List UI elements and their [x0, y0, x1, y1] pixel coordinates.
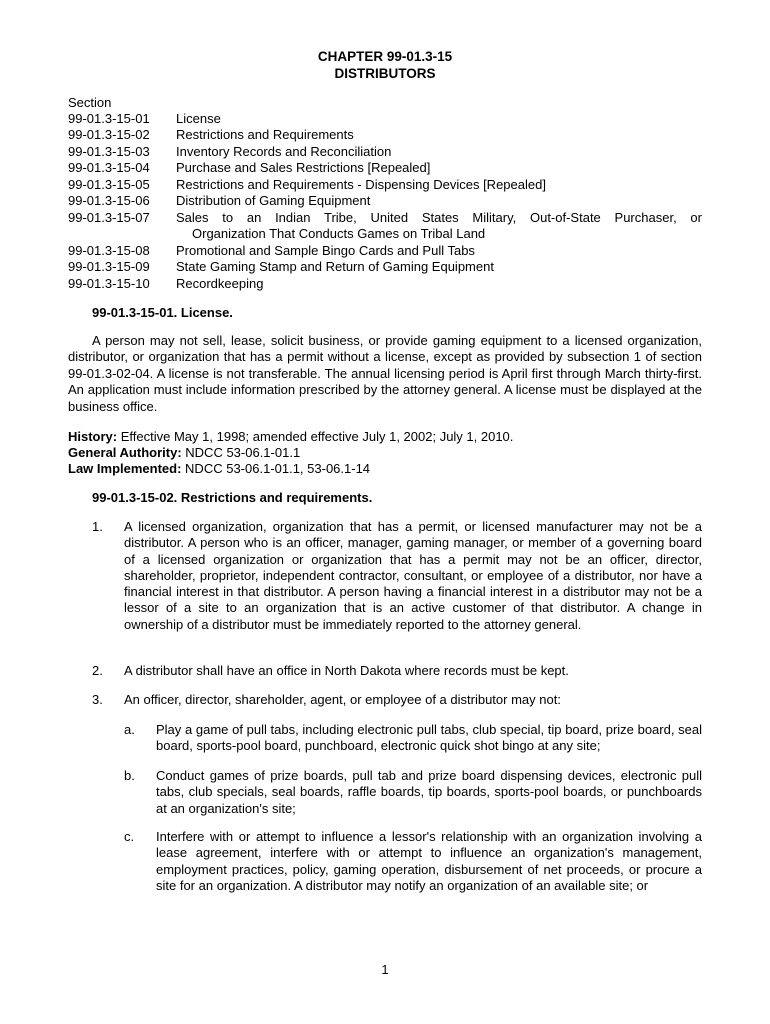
toc-entry-title: Restrictions and Requirements — [176, 127, 354, 142]
toc-entry-title: Sales to an Indian Tribe, United States Military, Out-of-State Purchaser, or — [176, 210, 702, 225]
sub-item-letter: a. — [124, 722, 135, 737]
sub-item-text: Interfere with or attempt to influence a lessor's relationship with an organization involving a lease agreement, interfere with or attempt to influence an organization's management, employment practices, policy, gaming operation, disbursement of net proceeds, or procure a site for an organization. A distributor may notify an organization of an available site; or — [156, 829, 702, 893]
toc-entry-number: 99-01.3-15-07 — [68, 210, 150, 225]
toc-entry-number: 99-01.3-15-06 — [68, 193, 150, 208]
list-item-number: 2. — [92, 663, 103, 678]
toc-entry-title: Purchase and Sales Restrictions [Repealed] — [176, 160, 431, 175]
toc-entry-number: 99-01.3-15-08 — [68, 243, 150, 258]
list-item-text: An officer, director, shareholder, agent, or employee of a distributor may not: — [124, 692, 561, 707]
chapter-title: CHAPTER 99-01.3-15 — [317, 49, 453, 64]
law-label: Law Implemented: — [68, 461, 182, 476]
authority-text: NDCC 53-06.1-01.1 — [185, 445, 301, 460]
toc-entry-title: State Gaming Stamp and Return of Gaming Equipment — [176, 259, 494, 274]
sub-item-letter: b. — [124, 768, 135, 783]
history-label: History: — [68, 429, 118, 444]
toc-entry-title: Distribution of Gaming Equipment — [176, 193, 371, 208]
history-line — [68, 429, 513, 445]
authority-line — [68, 445, 300, 461]
law-text: NDCC 53-06.1-01.1, 53-06.1-14 — [185, 461, 371, 476]
toc-entry-number: 99-01.3-15-02 — [68, 127, 150, 142]
section-paragraph: A person may not sell, lease, solicit business, or provide gaming equipment to a licensed organization, distributor, or organization that has a permit without a license, except as provided by subsection 1 of section 99-01.3-02-04. A license is not transferable. The annual licensing period is April first through March thirty-first. An application must include information prescribed by the attorney general. A license must be displayed at the business office. — [68, 333, 702, 414]
toc-entry-title-continued: Organization That Conducts Games on Tribal Land — [192, 226, 486, 241]
section-heading: 99-01.3-15-02. Restrictions and requirements. — [92, 490, 373, 505]
toc-entry-number: 99-01.3-15-09 — [68, 259, 150, 274]
sub-item-text: Conduct games of prize boards, pull tab and prize board dispensing devices, electronic pull tabs, club specials, seal boards, raffle boards, tip boards, sports-pool boards, or punchboards at an organization's site; — [156, 768, 702, 816]
list-item-text: A licensed organization, organization that has a permit, or licensed manufacturer may not be a distributor. A person who is an officer, manager, gaming manager, or member of a governing board of a licensed organization or organization that has a permit may not be an officer, director, shareholder, proprietor, independent contractor, consultant, or employee of a distributor, nor have a financial interest in that distributor. A person having a financial interest in a distributor may not be a lessor of a site to an organization that is an active customer of that distributor. A change in ownership of a distributor must be immediately reported to the attorney general. — [124, 519, 702, 632]
toc-entry-title: License — [176, 111, 221, 126]
sub-item-letter: c. — [124, 829, 135, 844]
toc-label: Section — [68, 95, 112, 110]
law-line — [68, 461, 370, 477]
toc-entry-number: 99-01.3-15-04 — [68, 160, 150, 175]
chapter-subtitle: DISTRIBUTORS — [334, 66, 436, 81]
toc-entry-title: Recordkeeping — [176, 276, 264, 291]
toc-entry-title: Inventory Records and Reconciliation — [176, 144, 392, 159]
section-heading: 99-01.3-15-01. License. — [92, 305, 233, 320]
toc-entry-title: Promotional and Sample Bingo Cards and Pull Tabs — [176, 243, 475, 258]
list-item-text: A distributor shall have an office in North Dakota where records must be kept. — [124, 663, 569, 678]
history-text: Effective May 1, 1998; amended effective July 1, 2002; July 1, 2010. — [120, 429, 514, 444]
toc-entry-title: Restrictions and Requirements - Dispensing Devices [Repealed] — [176, 177, 546, 192]
toc-entry-number: 99-01.3-15-10 — [68, 276, 150, 291]
page-number: 1 — [381, 962, 389, 977]
sub-item-text: Play a game of pull tabs, including electronic pull tabs, club special, tip board, prize board, seal board, sports-pool board, punchboard, electronic quick shot bingo at any site; — [156, 722, 702, 754]
list-item-number: 3. — [92, 692, 103, 707]
authority-label: General Authority: — [68, 445, 182, 460]
toc-entry-number: 99-01.3-15-05 — [68, 177, 150, 192]
list-item-number: 1. — [92, 519, 103, 534]
toc-entry-number: 99-01.3-15-01 — [68, 111, 150, 126]
toc-entry-number: 99-01.3-15-03 — [68, 144, 150, 159]
